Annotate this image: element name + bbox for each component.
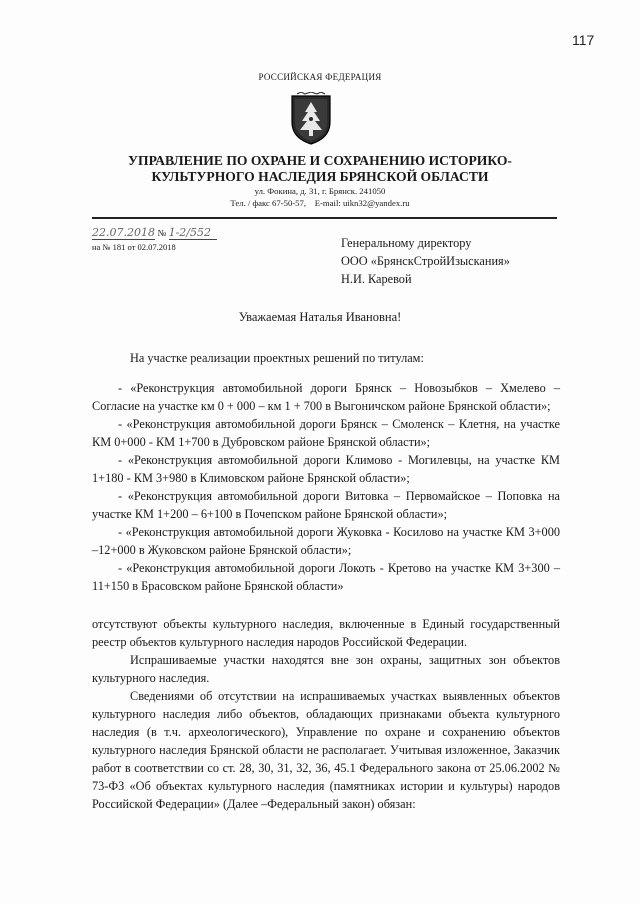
outgoing-number-label: № (157, 228, 167, 238)
country-heading: РОССИЙСКАЯ ФЕДЕРАЦИЯ (258, 72, 382, 82)
organization-address: ул. Фокина, д. 31, г. Брянск. 241050 (254, 186, 386, 196)
organization-name-line1: УПРАВЛЕНИЕ ПО ОХРАНЕ И СОХРАНЕНИЮ ИСТОРИКО- (128, 153, 512, 168)
addressee-title: Генеральному директору (341, 236, 472, 250)
page-number: 117 (572, 32, 595, 48)
list-item: - «Реконструкция автомобильной дороги Локоть - Кретово на участке КМ 3+300 –11+150 в Брасовском районе Брянской области» (92, 561, 560, 593)
addressee-company: ООО «БрянскСтройИзыскания» (341, 254, 510, 268)
salutation: Уважаемая Наталья Ивановна! (238, 310, 402, 324)
project-list (92, 379, 560, 595)
list-item: - «Реконструкция автомобильной дороги Витовка – Первомайское – Поповка на участке КМ 1+200 – 6+100 в Почепском районе Брянской области»; (92, 489, 560, 521)
list-item: - «Реконструкция автомобильной дороги Климово - Могилевцы, на участке КМ 1+180 - КМ 3+980 в Климовском районе Брянской области»; (92, 453, 560, 485)
paragraph: Сведениями об отсутствии на испрашиваемых участках выявленных объектов культурного наследия либо объектов, обладающих признаками объекта культурного наследия (в т.ч. археологического), Управление по охране и сохранению объектов культурного наследия Брянской области не располагает. Учитывая изложенное, Заказчик работ в соответствии со ст. 28, 30, 31, 32, 36, 45.1 Федерального закона от 25.06.2002 № 73-ФЗ «Об объектах культурного наследия (памятниках истории и культуры) народов Российской Федерации» (Далее –Федеральный закон) обязан: (92, 689, 560, 811)
addressee-name: Н.И. Каревой (341, 272, 412, 286)
paragraph: Испрашиваемые участки находятся вне зон охраны, защитных зон объектов культурного наследия. (92, 653, 560, 685)
organization-name-line2: КУЛЬТУРНОГО НАСЛЕДИЯ БРЯНСКОЙ ОБЛАСТИ (151, 169, 489, 184)
addressee-block (341, 234, 510, 288)
header-divider (92, 217, 557, 219)
organization-name (0, 153, 640, 185)
coat-of-arms-emblem (289, 92, 333, 146)
organization-contacts: Тел. / факс 67-50-57, E-mail: uikn32@yandex.ru (230, 198, 410, 208)
paragraph: отсутствуют объекты культурного наследия, включенные в Единый государственный реестр объектов культурного наследия народов Российской Федерации. (92, 617, 560, 649)
organization-address-block (0, 185, 640, 209)
list-item: - «Реконструкция автомобильной дороги Жуковка - Косилово на участке КМ 3+000 –12+000 в Жуковском районе Брянской области»; (92, 525, 560, 557)
list-item: - «Реконструкция автомобильной дороги Брянск – Смоленск – Клетня, на участке КМ 0+000 - КМ 1+700 в Дубровском районе Брянской области»; (92, 417, 560, 449)
outgoing-number (92, 226, 217, 240)
outgoing-number-value: 1-2/552 (169, 226, 217, 240)
body-text (92, 615, 560, 813)
intro-paragraph: На участке реализации проектных решений по титулам: (130, 351, 424, 365)
outgoing-date: 22.07.2018 (92, 226, 155, 239)
reference-number: на № 181 от 02.07.2018 (92, 242, 176, 252)
list-item: - «Реконструкция автомобильной дороги Брянск – Новозыбков – Хмелево – Согласие на участке км 0 + 000 – км 1 + 700 в Выгоничском районе Брянской области»; (92, 381, 560, 413)
